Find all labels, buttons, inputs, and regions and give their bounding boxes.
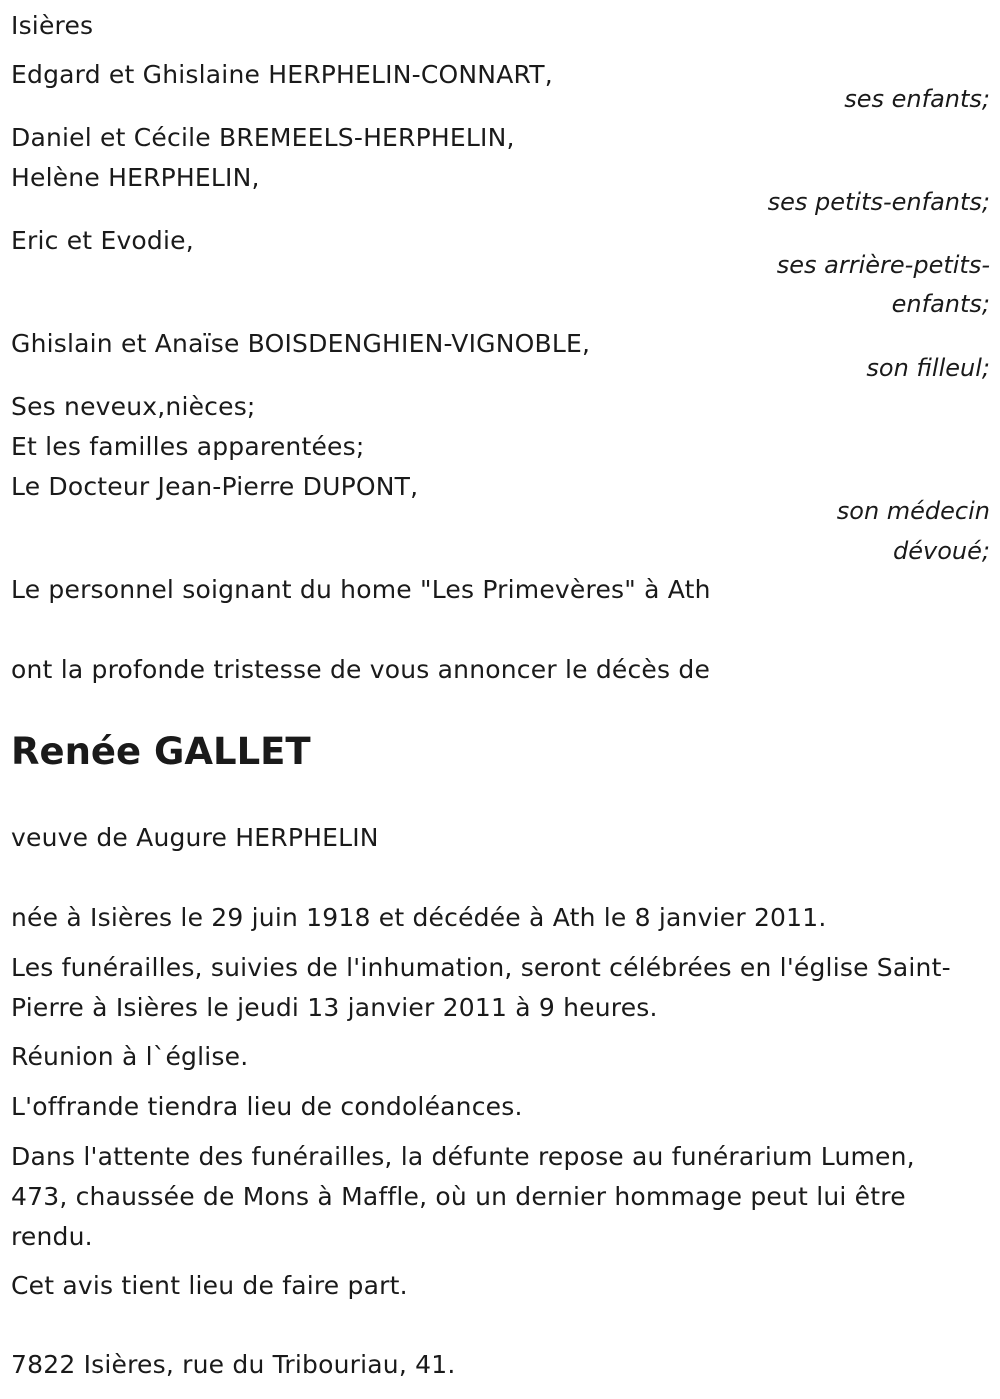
great-grandchildren-role-line-2: enfants; (891, 290, 990, 318)
village-name: Isières (11, 11, 94, 40)
godson-names: Ghislain et Anaïse BOISDENGHIEN-VIGNOBLE, (11, 329, 591, 358)
offering-line: L'offrande tiendra lieu de condoléances. (11, 1092, 523, 1121)
widow-of-line: veuve de Augure HERPHELIN (11, 823, 379, 852)
grandchildren-line-2: Helène HERPHELIN, (11, 163, 260, 192)
announcement-intro: ont la profonde tristesse de vous annoncer le décès de (11, 655, 711, 684)
doctor-role-line-2: dévoué; (893, 537, 990, 565)
funerarium-line-2: 473, chaussée de Mons à Maffle, où un dernier hommage peut lui être (11, 1182, 906, 1211)
address-line: 7822 Isières, rue du Tribouriau, 41. (11, 1350, 456, 1379)
doctor-role-line-1: son médecin (836, 497, 990, 525)
notice-line: Cet avis tient lieu de faire part. (11, 1271, 408, 1300)
families-line: Et les familles apparentées; (11, 432, 365, 461)
great-grandchildren-names: Eric et Evodie, (11, 226, 194, 255)
funeral-service-line-2: Pierre à Isières le jeudi 13 janvier 2011 à 9 heures. (11, 993, 658, 1022)
birth-death-line: née à Isières le 29 juin 1918 et décédée à Ath le 8 janvier 2011. (11, 903, 827, 932)
funeral-service-line-1: Les funérailles, suivies de l'inhumation, seront célébrées en l'église Saint- (11, 953, 951, 982)
great-grandchildren-role-line-1: ses arrière-petits- (776, 251, 990, 279)
care-staff-line: Le personnel soignant du home "Les Primevères" à Ath (11, 575, 711, 604)
meeting-line: Réunion à l`église. (11, 1042, 249, 1071)
nephews-line: Ses neveux,nièces; (11, 392, 256, 421)
godson-role: son filleul; (866, 354, 990, 382)
grandchildren-role: ses petits-enfants; (767, 188, 990, 216)
grandchildren-line-1: Daniel et Cécile BREMEELS-HERPHELIN, (11, 123, 515, 152)
funerarium-line-3: rendu. (11, 1222, 93, 1251)
children-names: Edgard et Ghislaine HERPHELIN-CONNART, (11, 60, 553, 89)
deceased-name: Renée GALLET (11, 730, 311, 773)
funerarium-line-1: Dans l'attente des funérailles, la défunte repose au funérarium Lumen, (11, 1142, 915, 1171)
doctor-name: Le Docteur Jean-Pierre DUPONT, (11, 472, 419, 501)
children-role: ses enfants; (844, 85, 990, 113)
